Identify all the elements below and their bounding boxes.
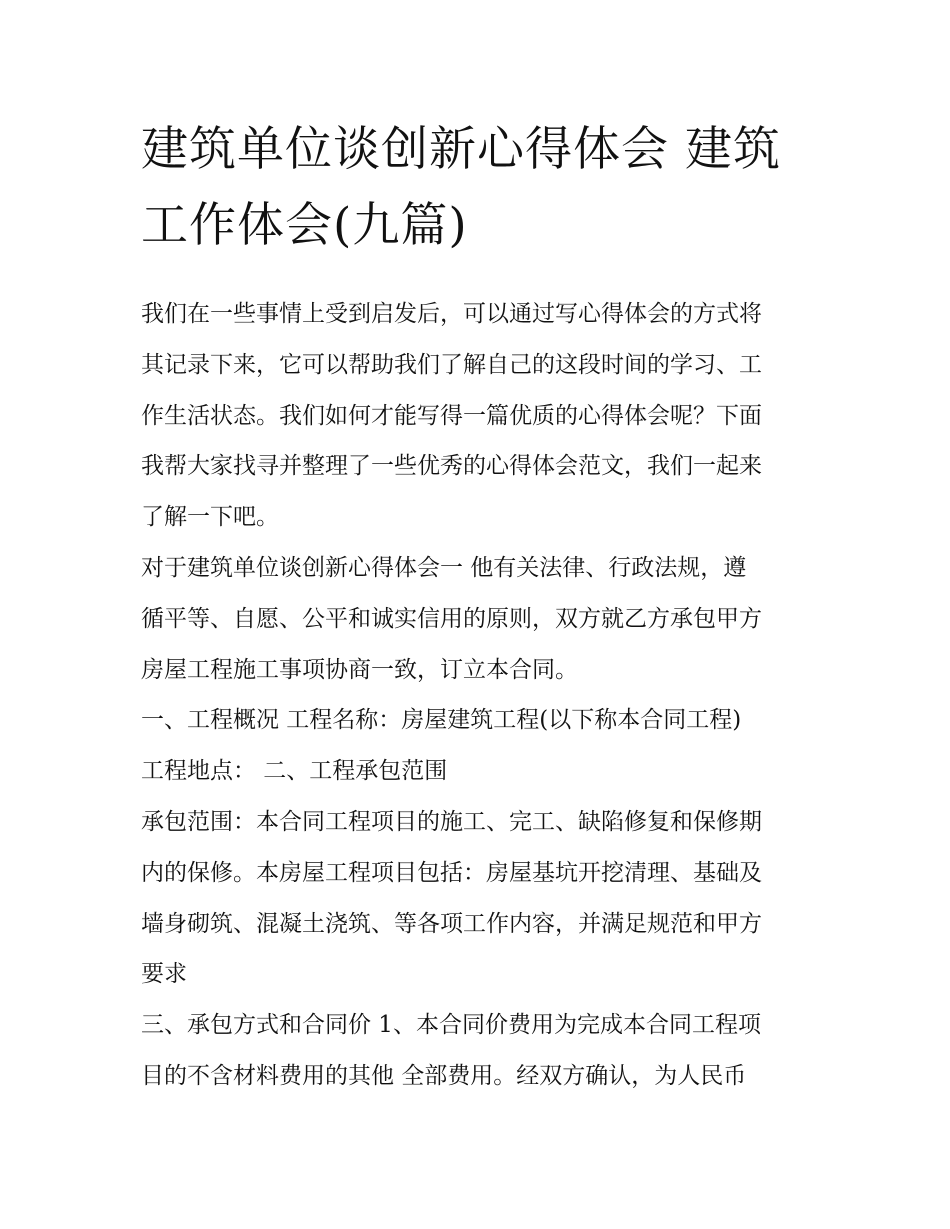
- text-line: 我们在一些事情上受到启发后，可以通过写心得体会的方式将: [141, 301, 762, 327]
- text-line: 要求: [141, 961, 187, 988]
- text-line: 其记录下来，它可以帮助我们了解自己的这段时间的学习、工: [141, 351, 762, 378]
- text-line: 内的保修。本房屋工程项目包括：房屋基坑开挖清理、基础及: [141, 859, 762, 886]
- paragraph-project-location: [141, 746, 821, 797]
- title-line: 建筑单位谈创新心得体会 建筑: [141, 122, 781, 177]
- text-line: 房屋工程施工事项协商一致，订立本合同。: [141, 656, 578, 683]
- text-line: 目的不含材料费用的其他 全部费用。经双方确认，为人民币: [141, 1062, 747, 1089]
- text-line: 循平等、自愿、公平和诚实信用的原则，双方就乙方承包甲方: [141, 605, 762, 632]
- text-line: 我帮大家找寻并整理了一些优秀的心得体会范文，我们一起来: [141, 453, 762, 480]
- title-line: 工作体会(九篇): [141, 198, 468, 253]
- paragraph-intro: [141, 289, 821, 543]
- document-title: [141, 112, 821, 264]
- text-line: 一、工程概况 工程名称：房屋建筑工程(以下称本合同工程): [141, 707, 742, 734]
- document-content: [141, 112, 821, 1102]
- text-line: 对于建筑单位谈创新心得体会一 他有关法律、行政法规，遵: [141, 554, 747, 581]
- text-line: 承包范围：本合同工程项目的施工、完工、缺陷修复和保修期: [141, 808, 762, 835]
- paragraph-project-overview: [141, 695, 821, 746]
- text-line: 了解一下吧。: [141, 504, 279, 531]
- document-body: [141, 289, 821, 1102]
- text-line: 作生活状态。我们如何才能写得一篇优质的心得体会呢？下面: [141, 402, 762, 429]
- paragraph-scope: [141, 797, 821, 1000]
- paragraph-contract-price: [141, 1000, 821, 1102]
- paragraph-contract-preamble: [141, 543, 821, 695]
- text-line: 墙身砌筑、混凝土浇筑、等各项工作内容，并满足规范和甲方: [141, 910, 762, 937]
- text-line: 工程地点： 二、工程承包范围: [141, 758, 448, 785]
- text-line: 三、承包方式和合同价 1、本合同价费用为完成本合同工程项: [141, 1012, 761, 1039]
